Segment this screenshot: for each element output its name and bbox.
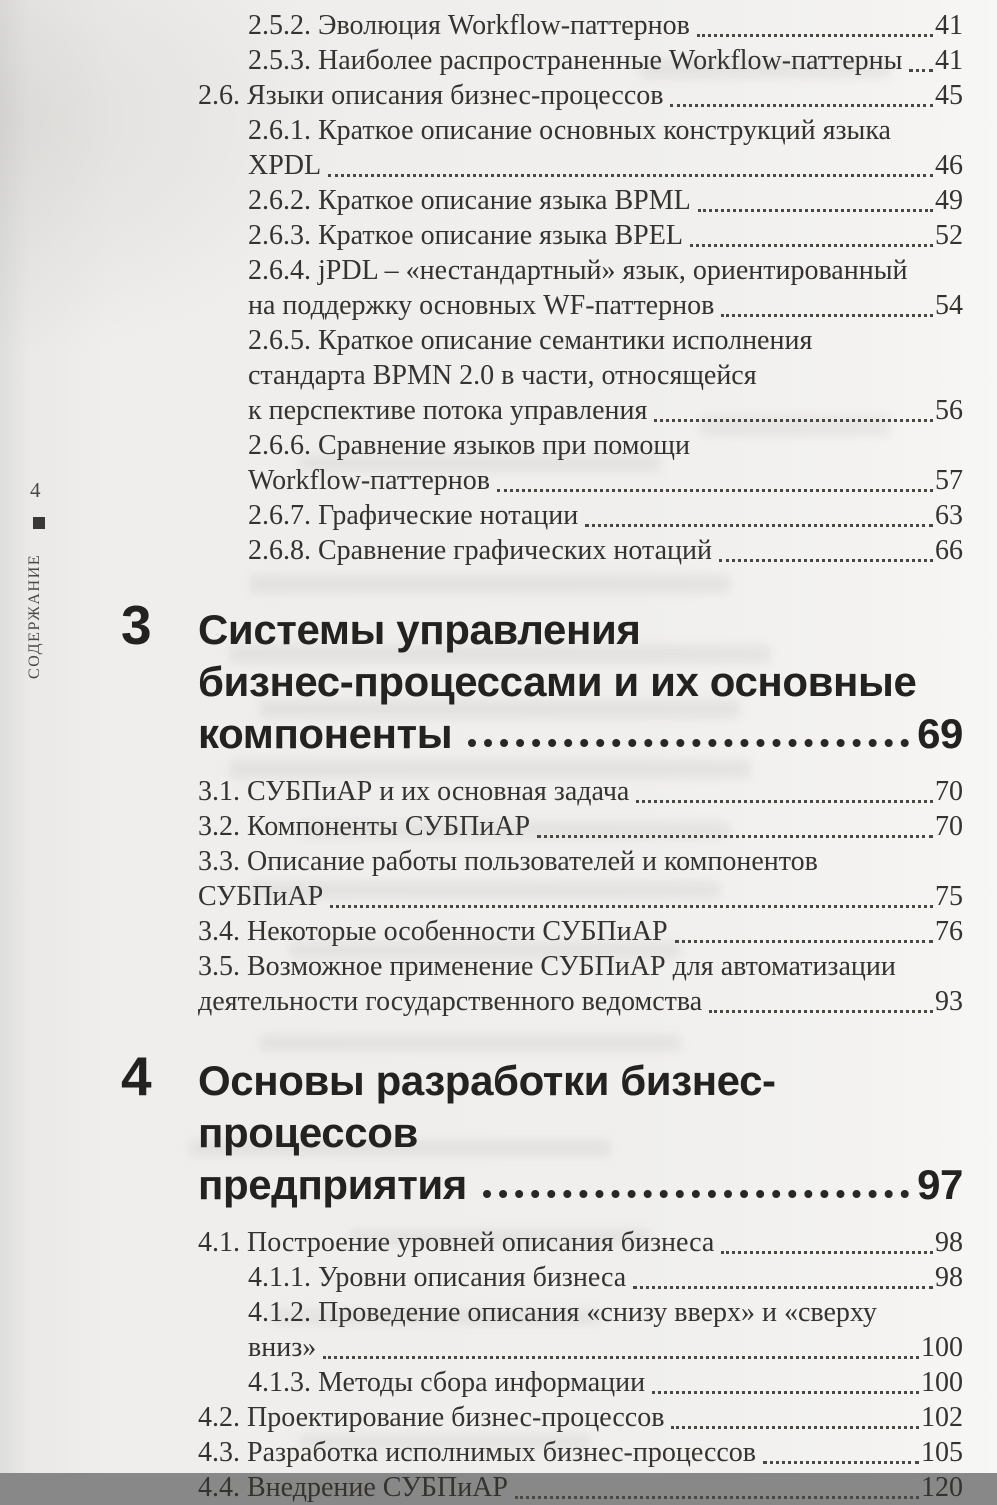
toc-entry-line [198, 1435, 963, 1470]
chapter-title-text: предприятия [198, 1161, 467, 1208]
toc-entry [198, 78, 963, 113]
toc-entry [198, 949, 963, 1019]
chapter-number: 3 [121, 594, 152, 656]
toc-entry-line: 2.6.4. jPDL – «нестандартный» язык, ориентированный [248, 255, 908, 286]
toc-entry [198, 809, 963, 844]
dot-leader [629, 774, 935, 809]
chapter-page-number: 97 [917, 1161, 963, 1208]
toc-entry [198, 1435, 963, 1470]
toc-entry-text: 3.4. Некоторые особенности СУБПиАР [198, 916, 668, 947]
dot-leader [530, 809, 935, 844]
toc-entry-line [248, 288, 963, 323]
toc-entry-text: 2.6.2. Краткое описание языка BPML [248, 185, 691, 216]
toc-entry [248, 183, 963, 218]
toc-entry-line: 4.1.2. Проведение описания «снизу вверх» и «сверху [248, 1297, 877, 1328]
toc-page-number: 70 [935, 776, 963, 807]
toc-entry-text: 2.6.3. Краткое описание языка BPEL [248, 220, 683, 251]
toc-entry [248, 323, 963, 428]
toc-entry-text: деятельности государственного ведомства [198, 986, 703, 1017]
toc-entry-line: 2.6.5. Краткое описание семантики исполнения [248, 325, 813, 356]
toc-entry-line [198, 1400, 963, 1435]
toc-entry [198, 844, 963, 914]
chapter-title-text: компоненты [198, 710, 453, 757]
toc-entry-line [198, 774, 963, 809]
toc-entry-line [248, 533, 963, 568]
dot-leader [452, 708, 917, 760]
toc-entry-line [198, 984, 963, 1019]
toc-entry-text: СУБПиАР [198, 881, 324, 912]
toc-page-number: 98 [935, 1262, 963, 1293]
folio-page-number: 4 [30, 478, 41, 502]
toc-entry-line [198, 78, 963, 113]
toc-entry [248, 1295, 963, 1365]
toc-entry-line [198, 879, 963, 914]
toc-entry-text: 2.6.7. Графические нотации [248, 500, 579, 531]
toc-entry [248, 533, 963, 568]
toc-entry-text: 2.5.2. Эволюция Workflow-паттернов [248, 10, 690, 41]
dot-leader [323, 879, 935, 914]
toc-entry-text: 3.2. Компоненты СУБПиАР [198, 811, 531, 842]
dot-leader [663, 78, 935, 113]
toc-entry [198, 1400, 963, 1435]
dot-leader [902, 43, 935, 78]
toc-entry-line [248, 1365, 963, 1400]
toc-page-number: 102 [921, 1402, 963, 1433]
toc-page-number: 46 [935, 150, 963, 181]
dot-leader [690, 8, 935, 43]
toc-entry [248, 253, 963, 323]
toc-entry-text: 4.4. Внедрение СУБПиАР [198, 1472, 508, 1503]
dot-leader [490, 463, 935, 498]
toc-entry-text: 4.2. Проектирование бизнес-процессов [198, 1402, 665, 1433]
dot-leader [668, 914, 935, 949]
toc-entry-text: к перспективе потока управления [248, 395, 648, 426]
toc-entry-line [198, 1225, 963, 1260]
toc-entry-text: XPDL [248, 150, 322, 181]
dot-leader [756, 1435, 921, 1470]
chapter-title-line [198, 708, 963, 760]
toc-entry-line [198, 914, 963, 949]
toc-page-number: 41 [935, 45, 963, 76]
toc-page-number: 45 [935, 80, 963, 111]
toc-entry [198, 774, 963, 809]
dot-leader [683, 218, 935, 253]
toc-page-number: 57 [935, 465, 963, 496]
contents-vertical-label: СОДЕРЖАНИЕ [26, 553, 43, 679]
dot-leader [578, 498, 935, 533]
dot-leader [316, 1330, 921, 1365]
toc-entry [248, 498, 963, 533]
toc-entry-text: Workflow-паттернов [248, 465, 490, 496]
toc-page-number: 120 [921, 1472, 963, 1503]
toc-page-number: 100 [921, 1367, 963, 1398]
toc-entry-text: 4.3. Разработка исполнимых бизнес-процессов [198, 1437, 757, 1468]
toc-entry [248, 218, 963, 253]
toc-entry-line: 3.5. Возможное применение СУБПиАР для автоматизации [198, 951, 896, 982]
dot-leader [691, 183, 935, 218]
toc-page-number: 49 [935, 185, 963, 216]
toc-entry-text: 4.1.1. Уровни описания бизнеса [248, 1262, 627, 1293]
dot-leader [321, 148, 935, 183]
toc-page-number: 76 [935, 916, 963, 947]
chapter-heading [120, 1045, 963, 1211]
toc-entry [198, 1225, 963, 1260]
toc-entry [248, 43, 963, 78]
toc-entry-line [248, 148, 963, 183]
dot-leader [626, 1260, 935, 1295]
toc-page-number: 93 [935, 986, 963, 1017]
toc-entry-line [198, 809, 963, 844]
toc-entry-line [248, 43, 963, 78]
section-marker-square [33, 517, 45, 529]
chapter-heading [120, 594, 963, 760]
toc-entry-text: 4.1. Построение уровней описания бизнеса [198, 1227, 715, 1258]
toc-page-number: 66 [935, 535, 963, 566]
toc-entry-line [248, 1260, 963, 1295]
dot-leader [645, 1365, 921, 1400]
toc-entry-text: 2.6. Языки описания бизнес-процессов [198, 80, 664, 111]
toc-page-number: 41 [935, 10, 963, 41]
toc-page-number: 75 [935, 881, 963, 912]
toc-entry-line [248, 183, 963, 218]
chapter-title-line: Системы управления [198, 606, 641, 653]
toc-entry [248, 1260, 963, 1295]
toc-entry-line [248, 463, 963, 498]
toc-entry-line: 3.3. Описание работы пользователей и компонентов [198, 846, 818, 877]
toc-page-number: 54 [935, 290, 963, 321]
dot-leader [508, 1470, 921, 1505]
chapter-title [198, 1055, 963, 1211]
toc-entry-text: 2.6.8. Сравнение графических нотаций [248, 535, 712, 566]
dot-leader [712, 533, 935, 568]
toc-entry-text: 2.5.3. Наиболее распространенные Workflow-паттерны [248, 45, 903, 76]
chapter-number: 4 [121, 1045, 152, 1107]
toc-entry-line: 2.6.6. Сравнение языков при помощи [248, 430, 690, 461]
dot-leader [467, 1159, 917, 1211]
toc-page-number: 70 [935, 811, 963, 842]
toc-entry-line [198, 1470, 963, 1505]
toc-page-number: 56 [935, 395, 963, 426]
toc-entry [198, 1470, 963, 1505]
toc-entry-line [248, 218, 963, 253]
chapter-title-line [198, 1159, 963, 1211]
chapter-page-number: 69 [917, 710, 963, 757]
dot-leader [714, 1225, 935, 1260]
chapter-title-line: бизнес-процессами и их основные [198, 658, 917, 705]
toc-entry-line: стандарта BPMN 2.0 в части, относящейся [248, 360, 757, 391]
toc-page-number: 98 [935, 1227, 963, 1258]
toc-entry-line [248, 1330, 963, 1365]
dot-leader [664, 1400, 921, 1435]
toc-entry-text: на поддержку основных WF-паттернов [248, 290, 715, 321]
toc-entry-line: 2.6.1. Краткое описание основных конструкций языка [248, 115, 891, 146]
toc-page-number: 52 [935, 220, 963, 251]
toc [120, 8, 963, 1505]
toc-entry [248, 8, 963, 43]
chapter-title [198, 604, 963, 760]
dot-leader [714, 288, 935, 323]
toc-page-number: 105 [921, 1437, 963, 1468]
toc-entry [248, 428, 963, 498]
toc-entry-text: 4.1.3. Методы сбора информации [248, 1367, 646, 1398]
dot-leader [702, 984, 935, 1019]
toc-entry-line [248, 393, 963, 428]
toc-entry-text: вниз» [248, 1332, 317, 1363]
toc-entry-line [248, 8, 963, 43]
toc-entry [248, 1365, 963, 1400]
toc-entry [248, 113, 963, 183]
dot-leader [647, 393, 935, 428]
toc-page-number: 100 [921, 1332, 963, 1363]
chapter-title-line: Основы разработки бизнес-процессов [198, 1057, 776, 1156]
toc-entry-text: 3.1. СУБПиАР и их основная задача [198, 776, 630, 807]
toc-entry-line [248, 498, 963, 533]
toc-entry [198, 914, 963, 949]
toc-page-number: 63 [935, 500, 963, 531]
